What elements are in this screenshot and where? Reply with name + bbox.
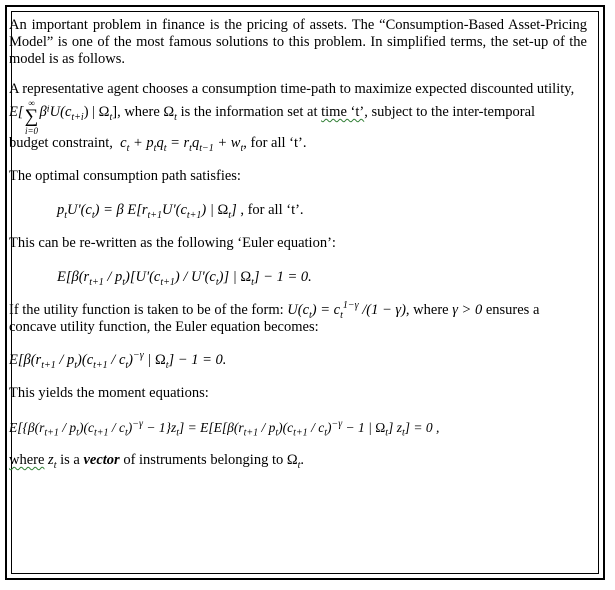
final-omega-symbol: Ω [286, 452, 298, 468]
final-omega-subscript: t [297, 459, 301, 471]
moment-equations-formula: $E[\{\beta(r_{t+1} / p_t)(c_{t+1} / c_t)^{-\gamma} - 1\}z_t] = E[E[\beta(r_{t+1} / p_t)(c_{t+1} / c_t)^{-\gamma} - 1$ | $\Omega_t$] $z_t] = 0$ , [9, 418, 440, 439]
document-body [9, 17, 587, 469]
euler-text: This can be re-written as the following ‘Euler equation’: [9, 235, 336, 251]
utility-paragraph [9, 302, 587, 336]
utility-text-1: If the utility function is taken to be of the form: [9, 302, 284, 318]
time-word: time ‘t’ [321, 104, 365, 120]
budget-constraint-line [9, 135, 587, 152]
utility-text-2: , where [405, 302, 449, 318]
crra-euler-equation [9, 352, 587, 369]
where-word-final: where [9, 452, 45, 468]
summation-symbol [24, 98, 40, 136]
budget-text: budget constraint, [9, 135, 113, 151]
omega-subscript: t [109, 111, 113, 123]
z-subscript: t [53, 459, 57, 471]
final-text-2: of instruments belonging to [123, 452, 284, 468]
vector-word: vector [83, 452, 120, 468]
utility-subscript: t+i [71, 111, 84, 123]
optimal-path-text: The optimal consumption path satisfies: [9, 168, 241, 184]
optimality-condition [9, 202, 587, 219]
instruments-line [9, 452, 587, 469]
sum-upper-limit: ∞ [28, 98, 35, 108]
sum-sigma: ∑ [24, 106, 39, 127]
info-set-text: is the information set at [180, 104, 318, 120]
constraint-lead: , subject to the inter-temporal [364, 104, 536, 120]
intro-paragraph: An important problem in finance is the pricing of assets. The “Consumption-Based Asset-Pricing Model” is one of the most famous solutions to this problem. In simplified terms, the set-up of the model is as follows. [9, 17, 587, 67]
gamma-condition: γ > 0 [452, 302, 483, 318]
agent-paragraph [9, 81, 587, 136]
euler-equation-formula: $E[\beta(r_{t+1} / p_t)[U'(c_{t+1}) / U'(c_t)]$ | $\Omega_t] - 1 = 0$. [57, 269, 312, 288]
expected-utility-row [9, 98, 536, 136]
euler-equation [9, 269, 587, 286]
omega-symbol: Ω [163, 104, 175, 120]
moments-text: This yields the moment equations: [9, 385, 209, 401]
z-symbol: z [48, 452, 54, 468]
expectation-operator: E[ [9, 104, 24, 120]
agent-line1: A representative agent chooses a consumption time-path to maximize expected discounted utility, [9, 81, 575, 97]
conditioning-term: ) | Ω [83, 104, 110, 120]
final-period: . [300, 452, 305, 468]
omega-subscript-2: t [174, 111, 177, 123]
optimality-tail: , for all ‘t’. [240, 202, 304, 218]
utility-text-3: ensures a [485, 302, 540, 318]
optimality-equation: $p_tU'(c_t) = \beta$ $E[r_{t+1}U'(c_{t+1})$ | $\Omega_t$] [57, 202, 237, 221]
budget-equation: $c_t + p_tq_t = r_tq_{t-1} + w_t$ [120, 135, 244, 154]
final-text-1: is a [60, 452, 80, 468]
where-word: where [124, 104, 160, 120]
utility-term: βⁱU(c [39, 104, 72, 120]
close-bracket: ], [112, 104, 121, 120]
sum-lower-limit: i=0 [24, 126, 39, 136]
moment-equations [9, 418, 587, 439]
utility-line-2: concave utility function, the Euler equation becomes: [9, 319, 319, 335]
budget-tail: , for all ‘t’. [243, 135, 307, 151]
crra-euler-formula: $E[\beta(r_{t+1} / p_t)(c_{t+1} / c_t)^{-\gamma}$ | $\Omega_t] - 1 = 0$. [9, 350, 227, 371]
utility-form: $U(c_t) = c_t^{1-\gamma}$ /(1 − γ) [287, 300, 406, 321]
